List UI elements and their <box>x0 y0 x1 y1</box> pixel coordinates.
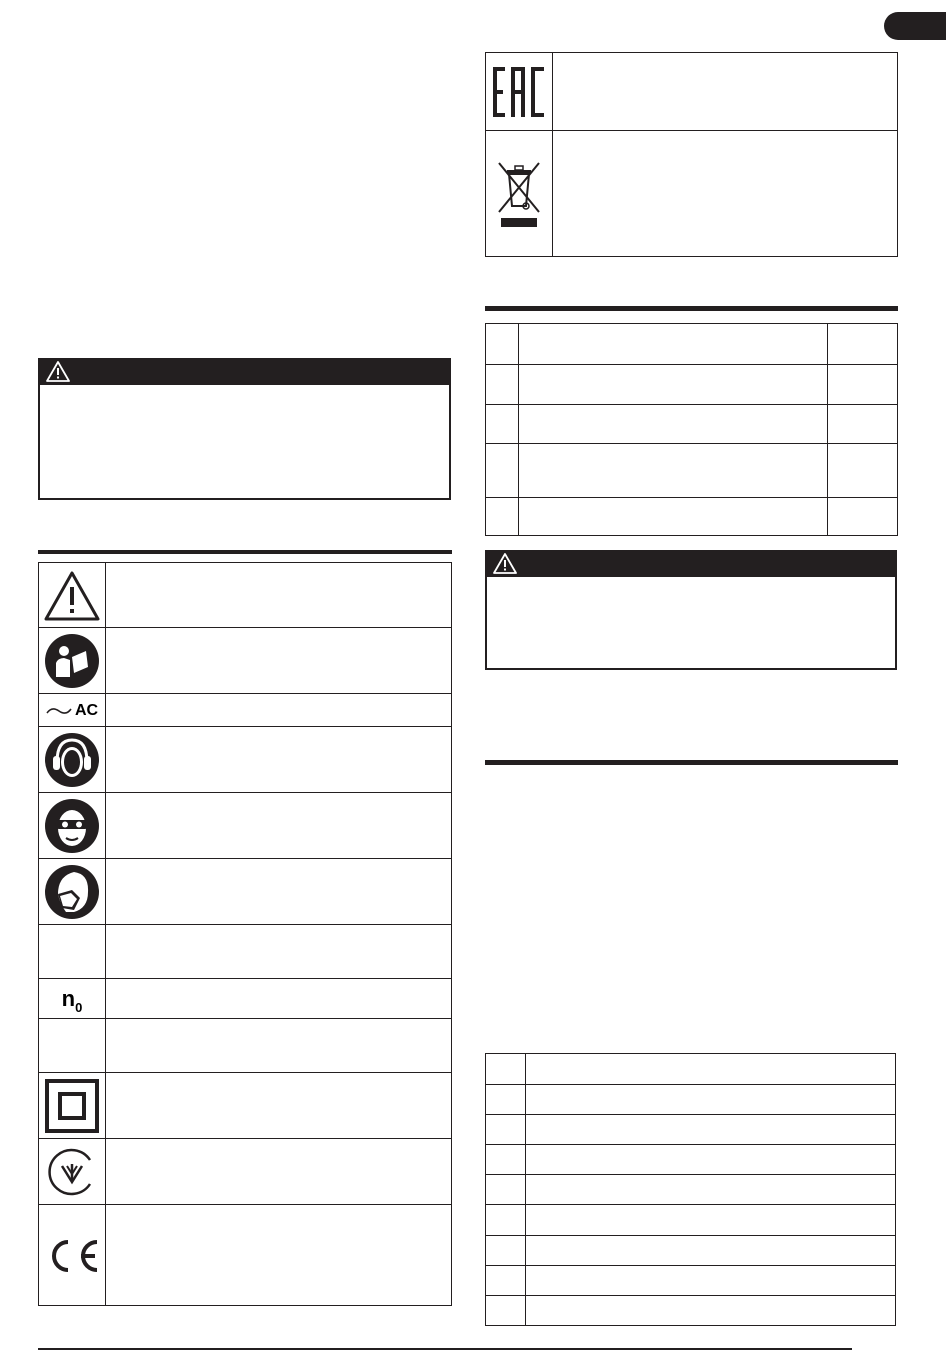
spec-table <box>485 323 898 536</box>
warning-header <box>485 550 897 577</box>
spec-row <box>486 498 897 537</box>
parts-row <box>486 1236 895 1266</box>
dust-mask-icon <box>39 859 105 925</box>
symbol-row <box>39 979 451 1019</box>
warning-box-left <box>38 358 451 500</box>
symbol-row <box>39 727 451 793</box>
no-load-speed-subscript: 0 <box>75 999 83 1015</box>
no-load-speed-icon <box>39 979 105 1019</box>
spec-row <box>486 405 897 444</box>
certification-table <box>485 52 898 257</box>
warning-triangle-icon <box>46 361 70 382</box>
alternating-current-icon <box>39 694 105 727</box>
parts-row <box>486 1054 895 1085</box>
ac-glyph: AC <box>74 701 99 719</box>
parts-row <box>486 1145 895 1175</box>
section-rule-symbols <box>38 550 452 554</box>
symbol-row <box>39 793 451 859</box>
section-rule-parts <box>485 760 898 765</box>
ukrainian-conformity-icon <box>39 1139 105 1205</box>
parts-row <box>486 1085 895 1115</box>
symbol-row <box>39 1073 451 1139</box>
language-badge <box>884 12 946 40</box>
symbols-table <box>38 562 452 1306</box>
parts-row <box>486 1205 895 1236</box>
parts-row <box>486 1296 895 1327</box>
certification-row <box>486 53 897 131</box>
symbol-row <box>39 563 451 628</box>
warning-triangle-icon <box>493 553 517 574</box>
warning-box-right <box>485 550 897 670</box>
eac-marking-icon <box>486 53 552 131</box>
parts-table <box>485 1053 896 1326</box>
spec-row <box>486 324 897 365</box>
ce-marking-icon <box>39 1205 105 1307</box>
weee-crossed-bin-icon <box>486 131 552 258</box>
no-load-speed-glyph: n <box>61 986 76 1011</box>
read-manual-icon <box>39 628 105 694</box>
spec-row <box>486 444 897 498</box>
parts-row <box>486 1115 895 1145</box>
spec-row <box>486 365 897 405</box>
eye-protection-icon <box>39 793 105 859</box>
section-rule-specs <box>485 306 898 311</box>
ear-protection-icon <box>39 727 105 793</box>
parts-row <box>486 1266 895 1296</box>
symbol-row <box>39 859 451 925</box>
parts-row <box>486 1175 895 1205</box>
symbol-row <box>39 628 451 694</box>
warning-header <box>38 358 451 385</box>
warning-triangle-icon <box>39 563 105 628</box>
certification-row <box>486 131 897 258</box>
footer-rule <box>38 1348 852 1350</box>
symbol-row <box>39 1019 451 1073</box>
class-ii-double-insulation-icon <box>39 1073 105 1139</box>
symbol-row <box>39 1139 451 1205</box>
symbol-row <box>39 925 451 979</box>
symbol-row <box>39 1205 451 1307</box>
symbol-row <box>39 694 451 727</box>
